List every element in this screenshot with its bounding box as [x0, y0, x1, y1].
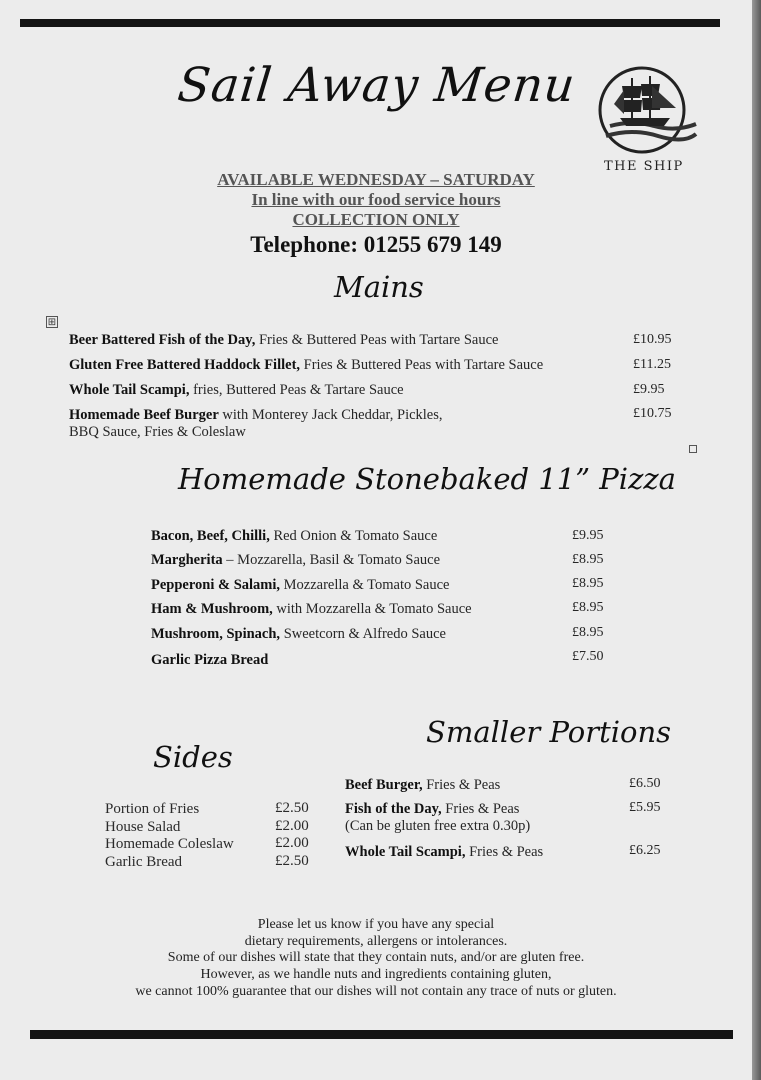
- bottom-rule: [30, 1030, 733, 1039]
- pizza-item: Garlic Pizza Bread: [151, 652, 269, 668]
- pizza-item-price: £7.50: [572, 649, 604, 664]
- sides-item: House Salad: [105, 819, 181, 835]
- pizza-item-price: £8.95: [572, 600, 604, 615]
- dietary-note: we cannot 100% guarantee that our dishes will not contain any trace of nuts or gluten.: [135, 984, 617, 999]
- pizza-item-price: £8.95: [572, 552, 604, 567]
- dietary-note: dietary requirements, allergens or intolerances.: [244, 934, 508, 949]
- mains-item: Homemade Beef Burger with Monterey Jack Cheddar, Pickles, BBQ Sauce, Fries & Coleslaw: [69, 407, 443, 440]
- sides-item-price: £2.00: [275, 835, 309, 851]
- table-move-handle[interactable]: ⊞: [47, 317, 57, 328]
- mains-item-price: £10.75: [633, 406, 672, 421]
- pizza-item: Margherita – Mozzarella, Basil & Tomato Sauce: [151, 552, 441, 568]
- mains-item: Gluten Free Battered Haddock Fillet, Fries & Buttered Peas with Tartare Sauce: [69, 357, 544, 373]
- dietary-note: Some of our dishes will state that they contain nuts, and/or are gluten free.: [167, 950, 585, 965]
- telephone: Telephone: 01255 679 149: [250, 232, 502, 257]
- ship-icon: [592, 64, 698, 164]
- smaller-item: Fish of the Day, Fries & Peas (Can be gluten free extra 0.30p): [345, 801, 531, 834]
- mains-item-price: £9.95: [633, 382, 665, 397]
- sides-item: Homemade Coleslaw: [105, 836, 234, 852]
- smaller-item-price: £6.50: [629, 776, 661, 791]
- smaller-item-price: £6.25: [629, 843, 661, 858]
- smaller-portions-heading: Smaller Portions: [426, 715, 672, 749]
- smaller-item: Beef Burger, Fries & Peas: [345, 777, 501, 793]
- sides-item: Portion of Fries: [105, 801, 200, 817]
- pizza-item-price: £9.95: [572, 528, 604, 543]
- pizza-item-price: £8.95: [572, 625, 604, 640]
- page-edge: [752, 0, 761, 1080]
- pizza-item-price: £8.95: [572, 576, 604, 591]
- smaller-item: Whole Tail Scampi, Fries & Peas: [345, 844, 544, 860]
- pizza-item: Mushroom, Spinach, Sweetcorn & Alfredo Sauce: [151, 626, 446, 642]
- table-resize-handle[interactable]: [689, 445, 697, 453]
- sides-item: Garlic Bread: [105, 854, 183, 870]
- pizza-item: Pepperoni & Salami, Mozzarella & Tomato Sauce: [151, 577, 450, 593]
- mains-item: Beer Battered Fish of the Day, Fries & Buttered Peas with Tartare Sauce: [69, 332, 499, 348]
- mains-item-price: £10.95: [633, 332, 672, 347]
- dietary-note: Please let us know if you have any special: [257, 917, 495, 932]
- availability-hours: In line with our food service hours: [251, 190, 501, 209]
- mains-item-price: £11.25: [633, 357, 671, 372]
- smaller-item-price: £5.95: [629, 800, 661, 815]
- pizza-item: Ham & Mushroom, with Mozzarella & Tomato Sauce: [151, 601, 472, 617]
- sides-heading: Sides: [153, 740, 233, 774]
- logo-text: THE SHIP: [604, 159, 684, 174]
- availability-days: AVAILABLE WEDNESDAY – SATURDAY: [217, 170, 535, 189]
- sides-item-price: £2.50: [275, 853, 309, 869]
- dietary-note: However, as we handle nuts and ingredients containing gluten,: [200, 967, 552, 982]
- pizza-item: Bacon, Beef, Chilli, Red Onion & Tomato Sauce: [151, 528, 438, 544]
- top-rule: [20, 19, 720, 27]
- mains-item: Whole Tail Scampi, fries, Buttered Peas & Tartare Sauce: [69, 382, 404, 398]
- mains-heading: Mains: [334, 270, 424, 304]
- sides-item-price: £2.50: [275, 800, 309, 816]
- sides-item-price: £2.00: [275, 818, 309, 834]
- menu-title: Sail Away Menu: [175, 58, 579, 113]
- pizza-heading: Homemade Stonebaked 11” Pizza: [178, 462, 676, 496]
- availability-collection: COLLECTION ONLY: [292, 210, 460, 229]
